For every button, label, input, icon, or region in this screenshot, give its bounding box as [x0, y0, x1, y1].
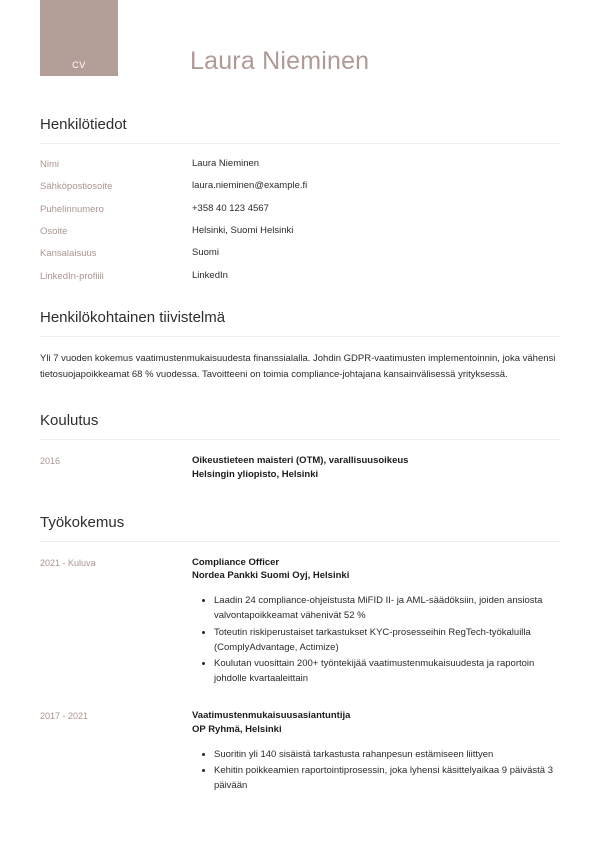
info-row — [40, 180, 560, 194]
entry-body — [192, 454, 560, 482]
entry-title: Oikeustieteen maisteri (OTM), varallisuusoikeus — [192, 455, 409, 467]
section-heading-education: Koulutus — [40, 412, 99, 430]
section-summary — [0, 309, 600, 382]
entry-organization: OP Ryhmä, Helsinki — [192, 724, 282, 736]
info-value-email: laura.nieminen@example.fi — [192, 180, 308, 192]
info-value-address: Helsinki, Suomi Helsinki — [192, 224, 294, 236]
section-education — [0, 412, 600, 482]
entry-bullet-list — [192, 747, 560, 794]
entry-date: 2021 - Kuluva — [40, 557, 96, 568]
cv-header — [0, 0, 600, 102]
info-row — [40, 270, 560, 284]
entry-date: 2016 — [40, 456, 61, 467]
cv-badge-label: CV — [72, 60, 86, 70]
info-value-phone: +358 40 123 4567 — [192, 202, 269, 214]
section-personal-details — [0, 116, 600, 283]
entry-body — [192, 709, 560, 794]
entry-organization: Nordea Pankki Suomi Oyj, Helsinki — [192, 570, 350, 582]
section-divider — [40, 541, 560, 542]
info-label-nationality: Kansalaisuus — [40, 248, 97, 260]
cv-badge — [40, 0, 118, 76]
section-heading-personal: Henkilötiedot — [40, 116, 127, 133]
section-divider — [40, 439, 560, 440]
info-label-name: Nimi — [40, 159, 59, 170]
list-item: • Laadin 24 compliance-ohjeistusta MiFID II- ja AML-säädöksiin, joiden ansiosta valvontapoikkeamat vähenivät 52 % — [214, 593, 560, 623]
info-value-nationality: Suomi — [192, 247, 219, 259]
experience-entry — [40, 709, 560, 794]
section-experience — [0, 514, 600, 795]
entry-title: Vaatimustenmukaisuusasiantuntija — [192, 710, 351, 722]
section-heading-experience: Työkokemus — [40, 513, 125, 531]
section-divider — [40, 143, 560, 144]
info-row — [40, 203, 560, 217]
summary-text: Yli 7 vuoden kokemus vaatimustenmukaisuudesta finanssialalla. Johdin GDPR-vaatimusten implementoinnin, joka vähensi tietosuojapoikkeamat 68 % vuodessa. Tavoitteeni on toimia compliance-johtajana kansainvälisessä yrityksessä. — [40, 353, 556, 380]
list-item: • Kehitin poikkeamien raportointiprosessin, joka lyhensi käsittelyaikaa 9 päivästä 3 päivään — [214, 763, 560, 793]
info-label-address: Osoite — [40, 225, 68, 237]
page-title: Laura Nieminen — [190, 47, 370, 75]
experience-entry — [40, 556, 560, 688]
entry-body — [192, 556, 560, 688]
info-label-linkedin: LinkedIn-profiili — [40, 270, 104, 282]
section-heading-summary: Henkilökohtainen tiivistelmä — [40, 309, 226, 327]
list-item: • Suoritin yli 140 sisäistä tarkastusta rahanpesun estämiseen liittyen — [214, 747, 560, 762]
info-row — [40, 247, 560, 261]
entry-bullet-list — [192, 593, 560, 686]
entry-title: Compliance Officer — [192, 556, 280, 568]
info-label-phone: Puhelinnumero — [40, 203, 104, 215]
info-row — [40, 158, 560, 172]
info-value-name: Laura Nieminen — [192, 158, 260, 169]
entry-organization: Helsingin yliopisto, Helsinki — [192, 468, 319, 480]
info-label-email: Sähköpostiosoite — [40, 181, 113, 193]
education-entry — [40, 454, 560, 482]
list-item: • Koulutan vuosittain 200+ työntekijää vaatimustenmukaisuudesta ja raportoin johdolle kvartaaleittain — [214, 656, 560, 686]
section-divider — [40, 336, 560, 337]
info-value-linkedin: LinkedIn — [192, 269, 228, 281]
info-row — [40, 225, 560, 239]
list-item: • Toteutin riskiperustaiset tarkastukset KYC-prosesseihin RegTech-työkaluilla (ComplyAdvantage, Actimize) — [214, 625, 560, 655]
entry-date: 2017 - 2021 — [40, 711, 89, 722]
